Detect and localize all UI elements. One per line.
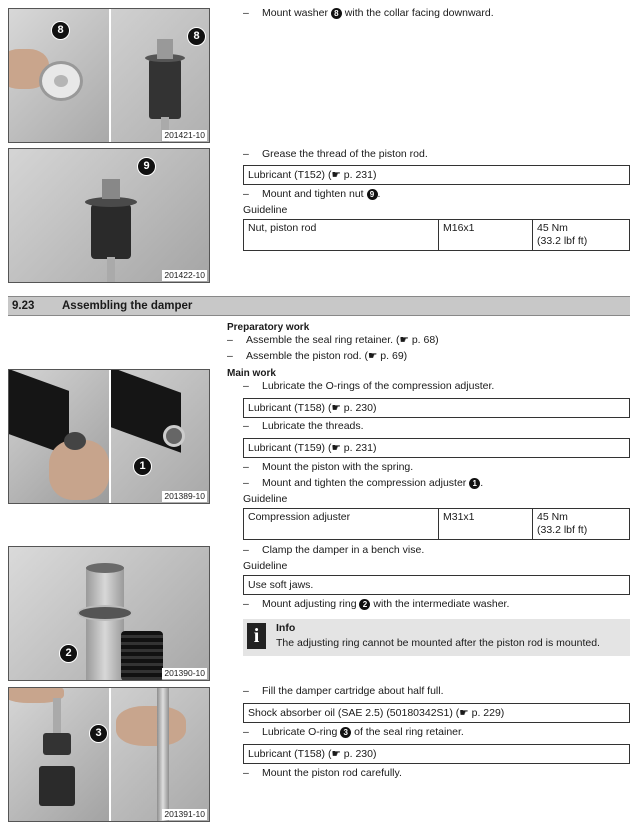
- spec-name: Compression adjuster: [244, 509, 439, 540]
- spec-torque: 45 Nm (33.2 lbf ft): [533, 509, 630, 540]
- callout-9: 9: [137, 157, 156, 176]
- spec-name: Nut, piston rod: [244, 220, 439, 251]
- soft-jaws-box: Use soft jaws.: [243, 575, 630, 595]
- lubricant-t158-box: Lubricant (T158) (☛ p. 230): [243, 398, 630, 418]
- retainer-shape: [43, 733, 71, 755]
- callout-3: 3: [89, 724, 108, 743]
- figure-id: 201422-10: [164, 270, 205, 280]
- info-text: The adjusting ring cannot be mounted after the piston rod is mounted.: [276, 637, 600, 649]
- callout-2: 2: [59, 644, 78, 663]
- lubricant-t158-box: Lubricant (T158) (☛ p. 230): [243, 744, 630, 764]
- main-work-heading: Main work: [227, 368, 276, 379]
- spec-torque: 45 Nm (33.2 lbf ft): [533, 220, 630, 251]
- figure-washer: [8, 8, 210, 143]
- figure-washer-left: [9, 9, 109, 142]
- inline-callout: 9: [367, 189, 378, 200]
- info-box: [243, 619, 630, 656]
- ring-shape: [77, 605, 133, 621]
- section-header: [8, 296, 630, 316]
- info-title: Info: [276, 622, 296, 634]
- compression-spec-table: [243, 508, 630, 540]
- inline-callout: 8: [331, 8, 342, 19]
- section-title: Assembling the damper: [62, 300, 193, 312]
- guideline-label: Guideline: [243, 560, 288, 572]
- info-icon: i: [247, 623, 266, 649]
- piston-shape: [149, 59, 181, 119]
- figure-id: 201391-10: [164, 809, 205, 819]
- figure-id: 201390-10: [164, 668, 205, 678]
- figure-adjusting-ring: [8, 546, 210, 681]
- nut-shape: [102, 179, 120, 199]
- figure-compression-adjuster: [8, 369, 210, 504]
- figure-nut: [8, 148, 210, 283]
- spring-shape: [121, 631, 163, 681]
- hand-shape: [116, 706, 186, 746]
- spec-thread: M31x1: [439, 509, 533, 540]
- callout-1: 1: [133, 457, 152, 476]
- figure-washer-right: [111, 9, 209, 142]
- shock-oil-box: Shock absorber oil (SAE 2.5) (50180342S1) (☛ p. 229): [243, 703, 630, 723]
- figure-id: 201389-10: [164, 491, 205, 501]
- callout-8: 8: [187, 27, 206, 46]
- cylinder-shape: [86, 567, 124, 681]
- lubricant-t152-box: Lubricant (T152) (☛ p. 231): [243, 165, 630, 185]
- section-number: 9.23: [12, 300, 35, 312]
- guideline-label: Guideline: [243, 493, 288, 505]
- piston-shape: [91, 204, 131, 259]
- callout-8: 8: [51, 21, 70, 40]
- figure-seal-ring: [8, 687, 210, 822]
- nut-spec-table: [243, 219, 630, 251]
- preparatory-heading: Preparatory work: [227, 322, 310, 333]
- inline-callout: 2: [359, 599, 370, 610]
- spec-thread: M16x1: [439, 220, 533, 251]
- inline-callout: 3: [340, 727, 351, 738]
- inline-callout: 1: [469, 478, 480, 489]
- washer-shape: [39, 61, 83, 101]
- lubricant-t159-box: Lubricant (T159) (☛ p. 231): [243, 438, 630, 458]
- figure-id: 201421-10: [164, 130, 205, 140]
- guideline-label: Guideline: [243, 204, 288, 216]
